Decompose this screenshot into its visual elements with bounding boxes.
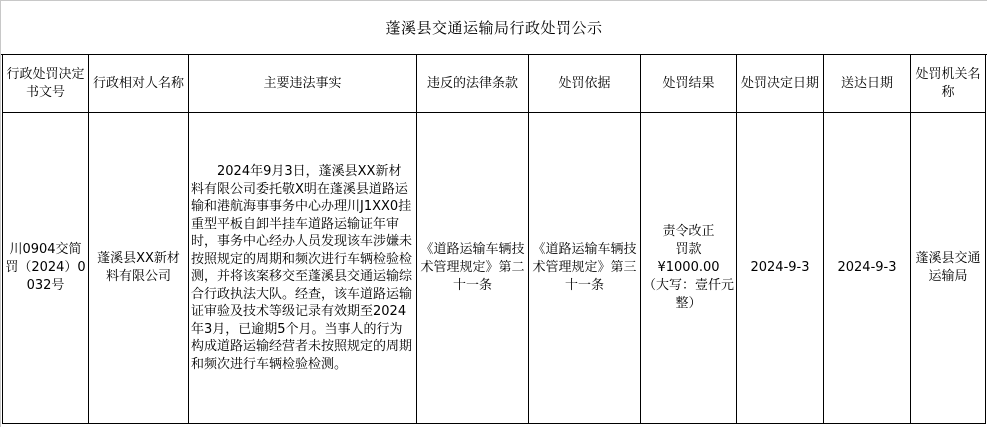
cell-result [641,113,737,424]
cell-penalty-basis: 《道路运输车辆技术管理规定》第三十一条 [529,113,641,424]
result-fine-label: 罚款 [675,242,702,257]
facts-text: 2024年9月3日，蓬溪县XX新材料有限公司委托敬X明在蓬溪县道路运输和港航海事事务中心办理川J1XX0挂重型平板自卸半挂车道路运输证年审时，事务中心经办人员发现该车涉嫌未按照规定的周期和频次进行车辆检验检测，并将该案移交至蓬溪县交通运输综合行政执法大队。经查，该车道路运输证审验及技术等级记录有效期至2024年3月，已逾期5个月。当事人的行为构成道路运输经营者未按照规定的周期和频次进行车辆检验检测。 [191,164,413,372]
cell-party-name: 蓬溪县XX新材料有限公司 [89,113,189,424]
cell-facts [189,113,417,424]
header-penalty-basis: 处罚依据 [529,55,641,113]
table-row [3,113,986,424]
header-decision-date: 处罚决定日期 [737,55,824,113]
header-row [3,55,986,113]
result-fine-amount: ¥1000.00 [657,260,720,275]
header-authority: 处罚机关名称 [911,55,986,113]
cell-doc-number: 川0904交简罚（2024）0032号 [3,113,89,424]
header-result: 处罚结果 [641,55,737,113]
header-facts: 主要违法事实 [189,55,417,113]
cell-delivery-date: 2024-9-3 [824,113,911,424]
penalty-table [2,55,986,424]
header-delivery-date: 送达日期 [824,55,911,113]
cell-decision-date: 2024-9-3 [737,113,824,424]
cell-law-violated: 《道路运输车辆技术管理规定》第二十一条 [417,113,529,424]
header-party-name: 行政相对人名称 [89,55,189,113]
header-law-violated: 违反的法律条款 [417,55,529,113]
header-doc-number: 行政处罚决定书文号 [3,55,89,113]
result-correction: 责令改正 [662,224,715,239]
result-fine-uppercase: （大写：壹仟元整） [643,278,735,311]
cell-authority: 蓬溪县交通运输局 [911,113,986,424]
sheet-title: 蓬溪县交通运输局行政处罚公示 [1,1,987,55]
